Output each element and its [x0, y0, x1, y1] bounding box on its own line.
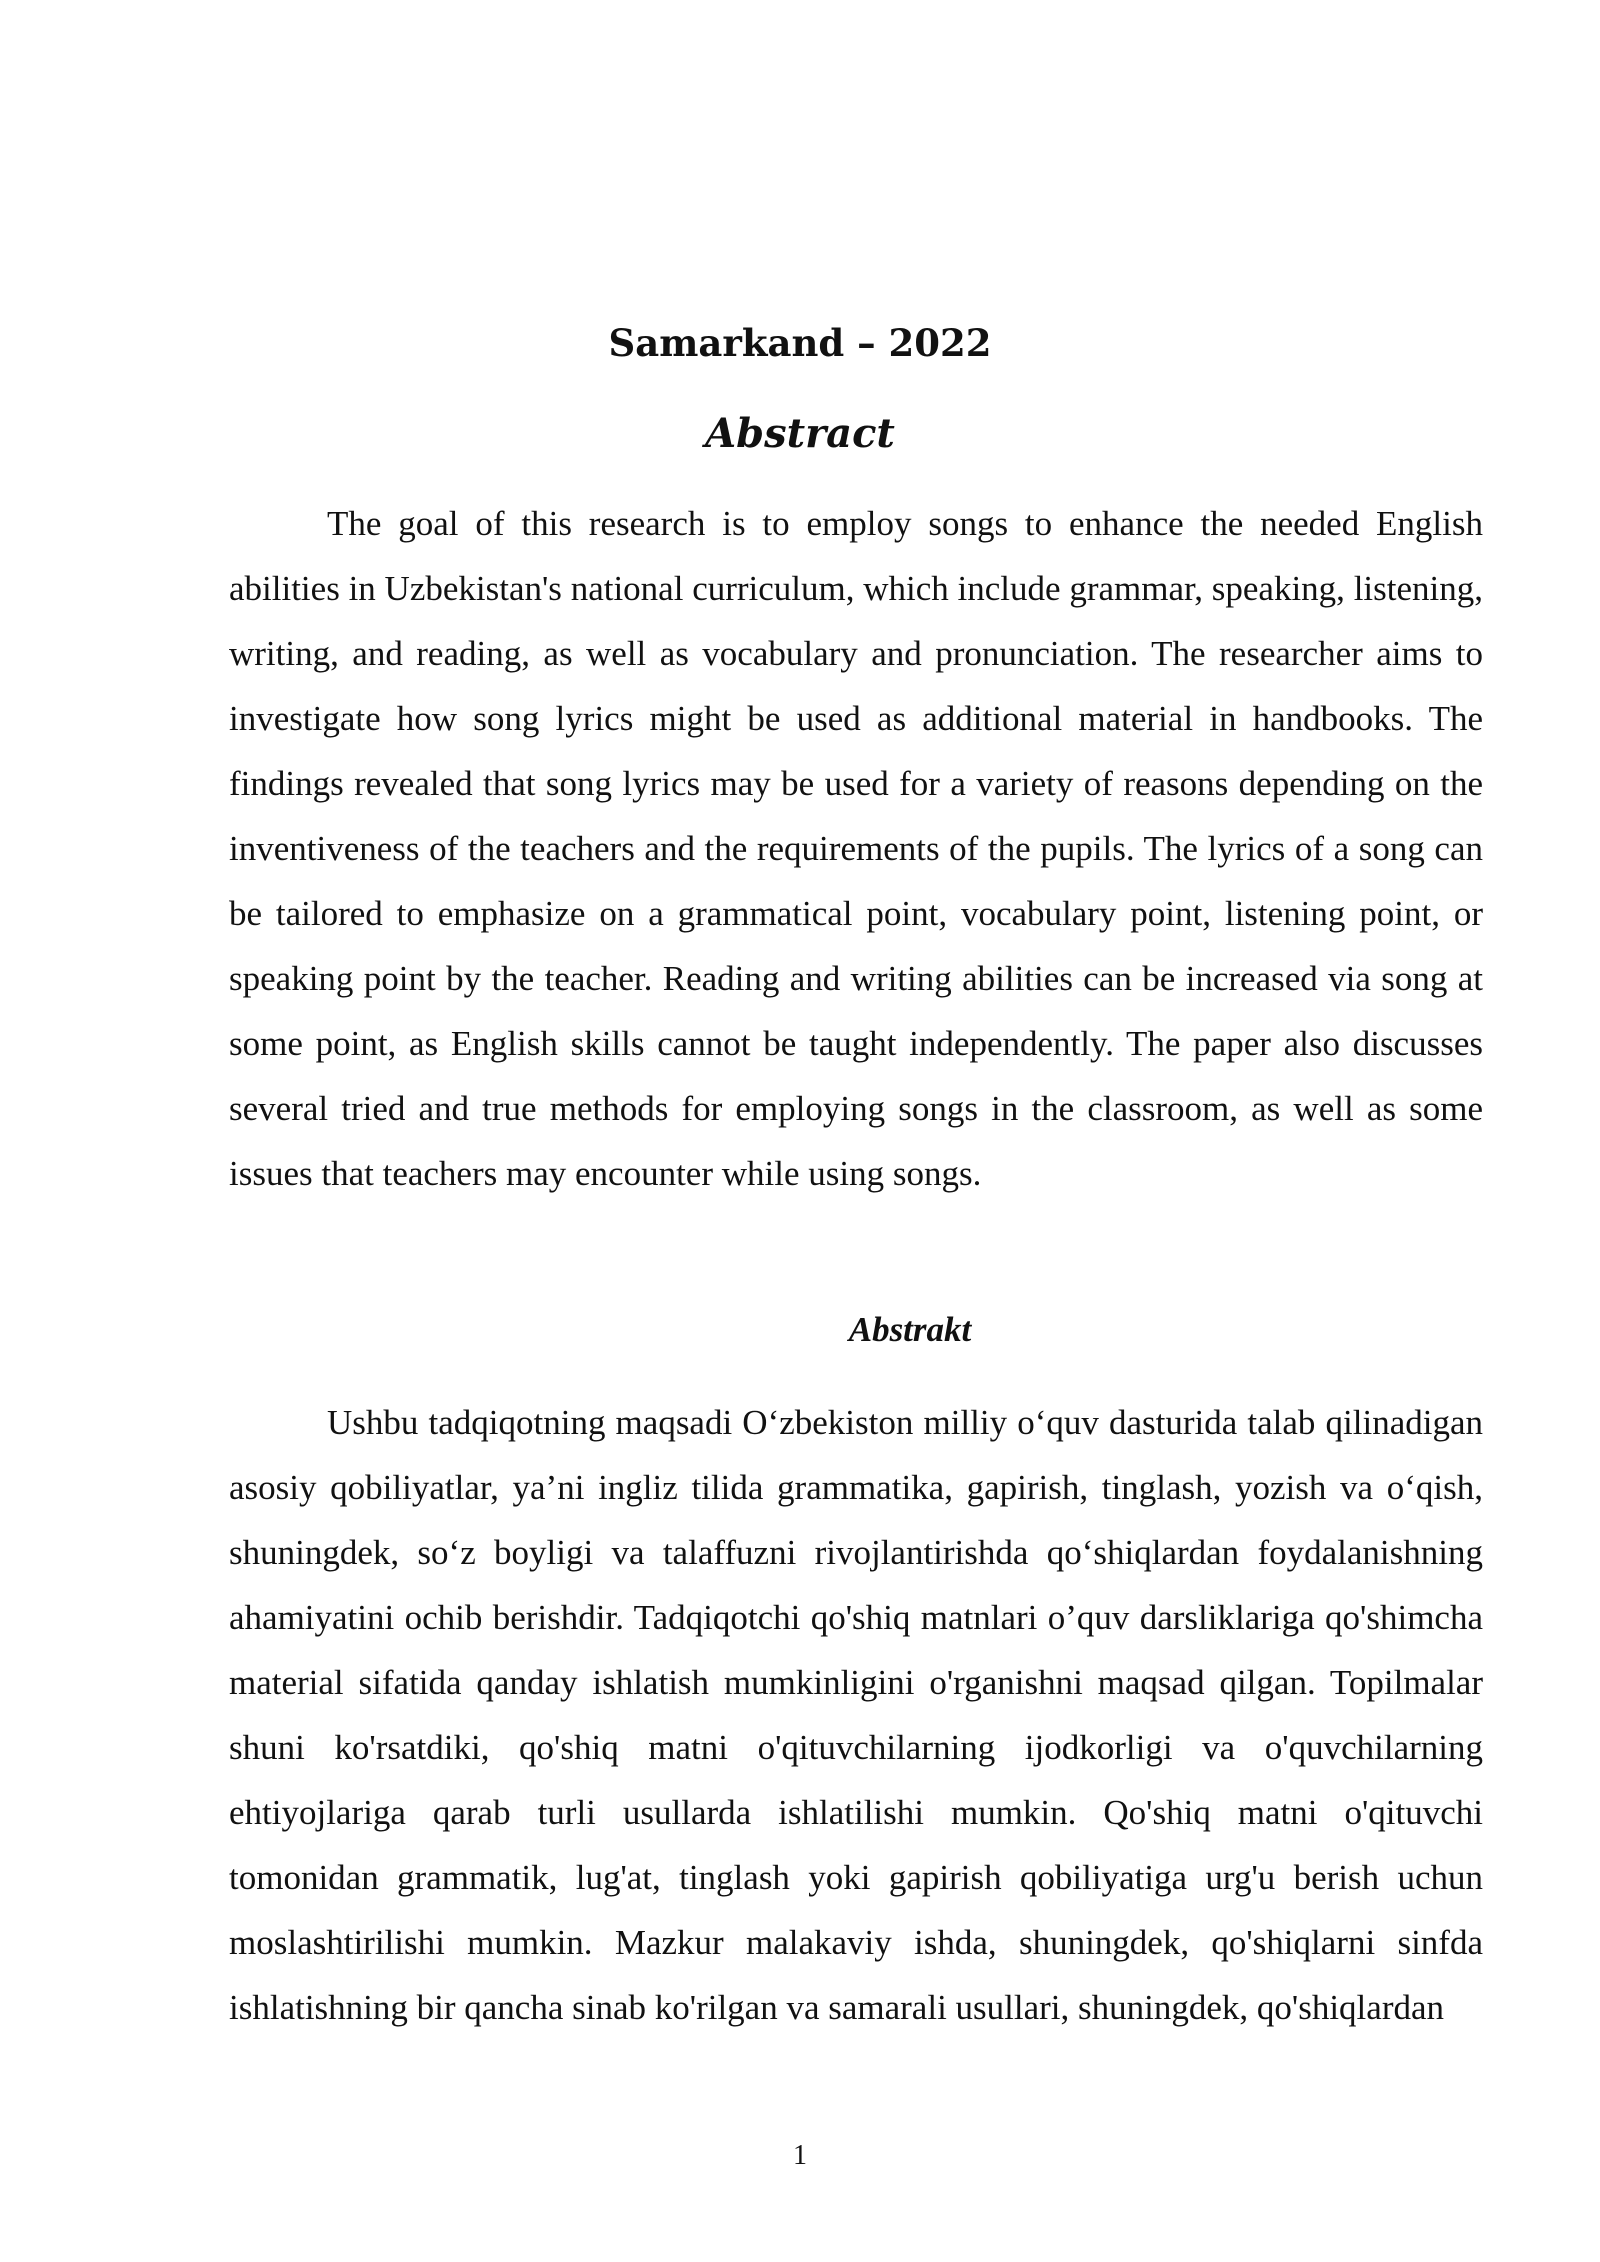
abstrakt-paragraph: Ushbu tadqiqotning maqsadi O‘zbekiston milliy o‘quv dasturida talab qilinadigan asosiy qobiliyatlar, ya’ni ingliz tilida grammatika, gapirish, tinglash, yozish va o‘qish, shuningdek, so‘z boyligi va talaffuzni rivojlantirishda qo‘shiqlardan foydalanishning ahamiyatini ochib berishdir. Tadqiqotchi qo'shiq matnlari o’quv darsliklariga qo'shimcha material sifatida qanday ishlatish mumkinligini o'rganishni maqsad qilgan. Topilmalar shuni ko'rsatdiki, qo'shiq matni o'qituvchilarning ijodkorligi va o'quvchilarning ehtiyojlariga qarab turli usullarda ishlatilishi mumkin. Qo'shiq matni o'qituvchi tomonidan grammatik, lug'at, tinglash yoki gapirish qobiliyatiga urg'u berish uchun moslashtirilishi mumkin. Mazkur malakaviy ishda, shuningdek, qo'shiqlarni sinfda ishlatishning bir qancha sinab ko'rilgan va samarali usullari, shuningdek, qo'shiqlardan	[229, 1403, 1483, 2027]
abstract-heading: Abstract	[705, 410, 895, 457]
abstract-paragraph: The goal of this research is to employ songs to enhance the needed English abilities in Uzbekistan's national curriculum, which include grammar, speaking, listening, writing, and reading, as well as vocabulary and pronunciation. The researcher aims to investigate how song lyrics might be used as additional material in handbooks. The findings revealed that song lyrics may be used for a variety of reasons depending on the inventiveness of the teachers and the requirements of the pupils. The lyrics of a song can be tailored to emphasize on a grammatical point, vocabulary point, listening point, or speaking point by the teacher. Reading and writing abilities can be increased via song at some point, as English skills cannot be taught independently. The paper also discusses several tried and true methods for employing songs in the classroom, as well as some issues that teachers may encounter while using songs.	[229, 504, 1483, 1193]
abstrakt-heading: Abstrakt	[848, 1310, 972, 1349]
page-number: 1	[793, 2140, 807, 2171]
place-year-heading: Samarkand – 2022	[608, 321, 992, 365]
